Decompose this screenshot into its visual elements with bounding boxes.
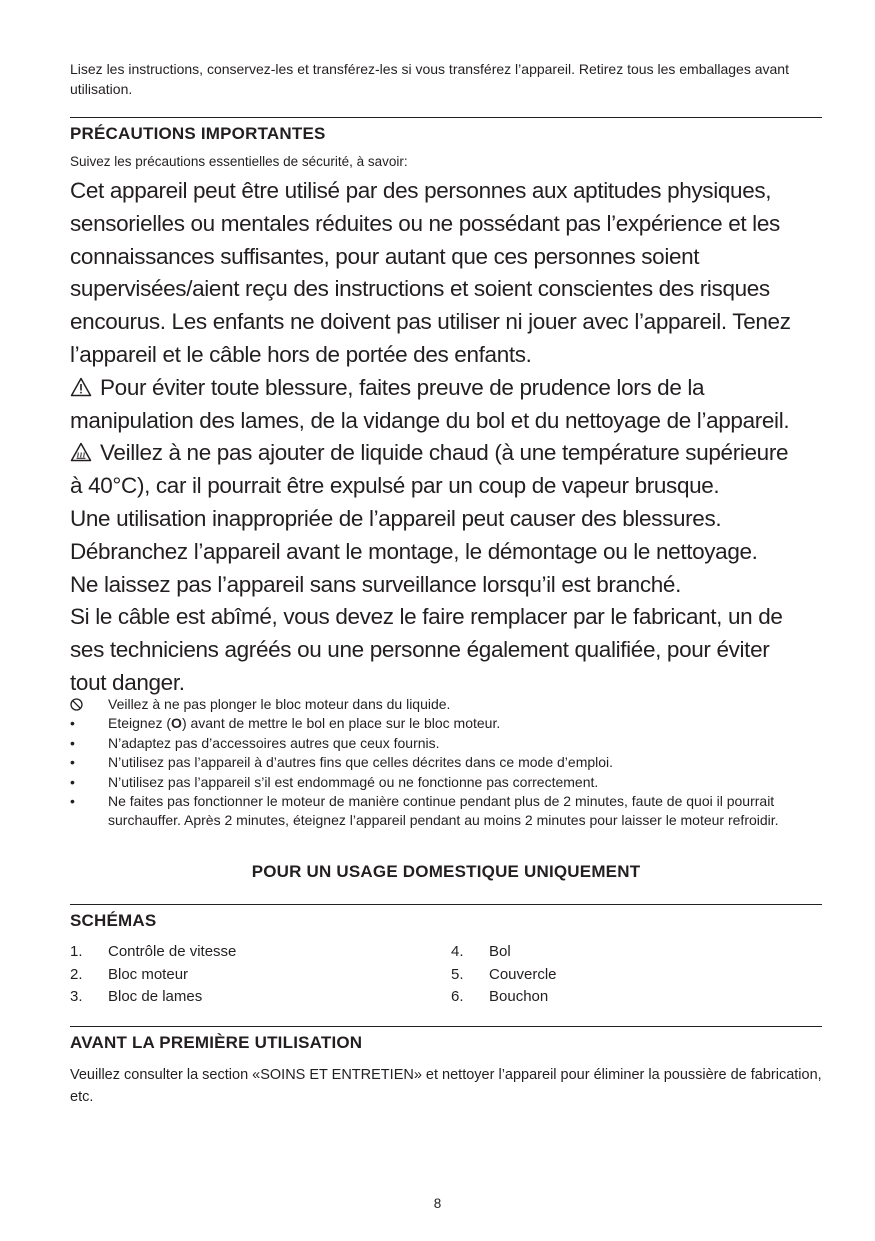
list-item [70,773,822,792]
precautions-subtitle: Suivez les précautions essentielles de sécurité, à savoir: [70,154,408,169]
list-item [70,714,822,733]
section-divider [70,117,822,118]
first-use-title: AVANT LA PREMIÈRE UTILISATION [70,1033,363,1052]
part-number: 5. [451,965,464,983]
intro-text: Lisez les instructions, conservez-les et transférez-les si vous transférez l’appareil. Retirez tous les emballages avant utilisation. [70,61,789,97]
warning-text: Pour éviter toute blessure, faites preuve de prudence lors de la [100,374,705,400]
part-label: Couvercle [489,965,557,983]
section-divider [70,1026,822,1027]
parts-list-left [70,941,236,1009]
part-number: 4. [451,943,464,960]
para2-line: Débranchez l’appareil avant le montage, le démontage ou le nettoyage. [70,538,758,564]
warning-line: manipulation des lames, de la vidange du bol et du nettoyage de l’appareil. [70,407,790,433]
part-label: Bol [489,943,511,960]
precautions-list [70,695,822,831]
part-item [451,964,557,987]
hot-steam-warning-icon [70,442,92,462]
precautions-title: PRÉCAUTIONS IMPORTANTES [70,124,326,143]
list-item-text: Ne faites pas fonctionner le moteur de manière continue pendant plus de 2 minutes, faute de quoi il pourrait surchauffer. Après 2 minutes, éteignez l’appareil pendant au moins 2 minutes pour laisser le moteur refroidir. [108,793,779,829]
para1-line: connaissances suffisantes, pour autant que ces personnes soient [70,243,700,269]
off-symbol: O [171,715,182,732]
hot-warning-text: Veillez à ne pas ajouter de liquide chaud (à une température supérieure [100,440,789,466]
part-label: Bouchon [489,988,549,1005]
list-item-text: Veillez à ne pas plonger le bloc moteur dans du liquide. [108,696,451,712]
para2-line: Si le câble est abîmé, vous devez le faire remplacer par le fabricant, un de [70,604,783,630]
prohibited-icon [70,695,90,711]
list-item [70,734,822,753]
para2-line: ses techniciens agréés ou une personne également qualifiée, pour éviter [70,637,770,663]
part-item [70,986,236,1009]
first-use-text: Veuillez consulter la section «SOINS ET ENTRETIEN» et nettoyer l’appareil pour éliminer la poussière de fabrication, etc. [70,1067,822,1105]
part-number: 1. [70,943,83,960]
list-item [70,792,822,831]
para1-line: encourus. Les enfants ne doivent pas utiliser ni jouer avec l’appareil. Tenez [70,309,791,335]
para2-line: Ne laissez pas l’appareil sans surveillance lorsqu’il est branché. [70,571,681,597]
hot-warning-line: à 40°C), car il pourrait être expulsé par un coup de vapeur brusque. [70,473,720,499]
list-item [70,695,822,714]
page-number: 8 [433,1196,442,1211]
bullet: • [70,715,75,732]
section-divider [70,904,822,905]
part-item [451,941,557,964]
part-number: 6. [451,988,464,1005]
schemas-title: SCHÉMAS [70,911,157,930]
bullet: • [70,734,75,751]
bullet: • [70,793,75,810]
part-label: Contrôle de vitesse [108,943,237,960]
list-item-text: Eteignez (O) avant de mettre le bol en place sur le bloc moteur. [108,715,501,732]
para1-line: Cet appareil peut être utilisé par des personnes aux aptitudes physiques, [70,178,772,203]
part-number: 2. [70,965,83,983]
list-item [70,753,822,772]
part-item [70,964,236,987]
bullet: • [70,754,75,771]
para1-line: l’appareil et le câble hors de portée des enfants. [70,341,532,367]
domestic-use-notice: POUR UN USAGE DOMESTIQUE UNIQUEMENT [251,862,641,881]
para1-line: sensorielles ou mentales réduites ou ne possédant pas l’expérience et les [70,210,780,236]
part-number: 3. [70,988,83,1005]
part-item [451,986,557,1009]
para1-line: supervisées/aient reçu des instructions et soient conscientes des risques [70,276,770,302]
parts-list-right [451,941,557,1009]
hot-warning-line [70,437,830,470]
list-item-text: N’utilisez pas l’appareil à d’autres fins que celles décrites dans ce mode d’emploi. [108,754,614,771]
para2-line: Une utilisation inappropriée de l’appareil peut causer des blessures. [70,505,722,531]
list-item-text: N’adaptez pas d’accessoires autres que ceux fournis. [108,734,440,751]
para2-line: tout danger. [70,669,185,695]
part-label: Bloc moteur [108,965,189,983]
warning-line [70,372,830,405]
precautions-large-text [70,175,830,700]
part-item [70,941,236,964]
part-label: Bloc de lames [108,988,203,1005]
warning-triangle-icon [70,377,92,397]
bullet: • [70,773,75,790]
list-item-text: N’utilisez pas l’appareil s’il est endommagé ou ne fonctionne pas correctement. [108,773,599,790]
